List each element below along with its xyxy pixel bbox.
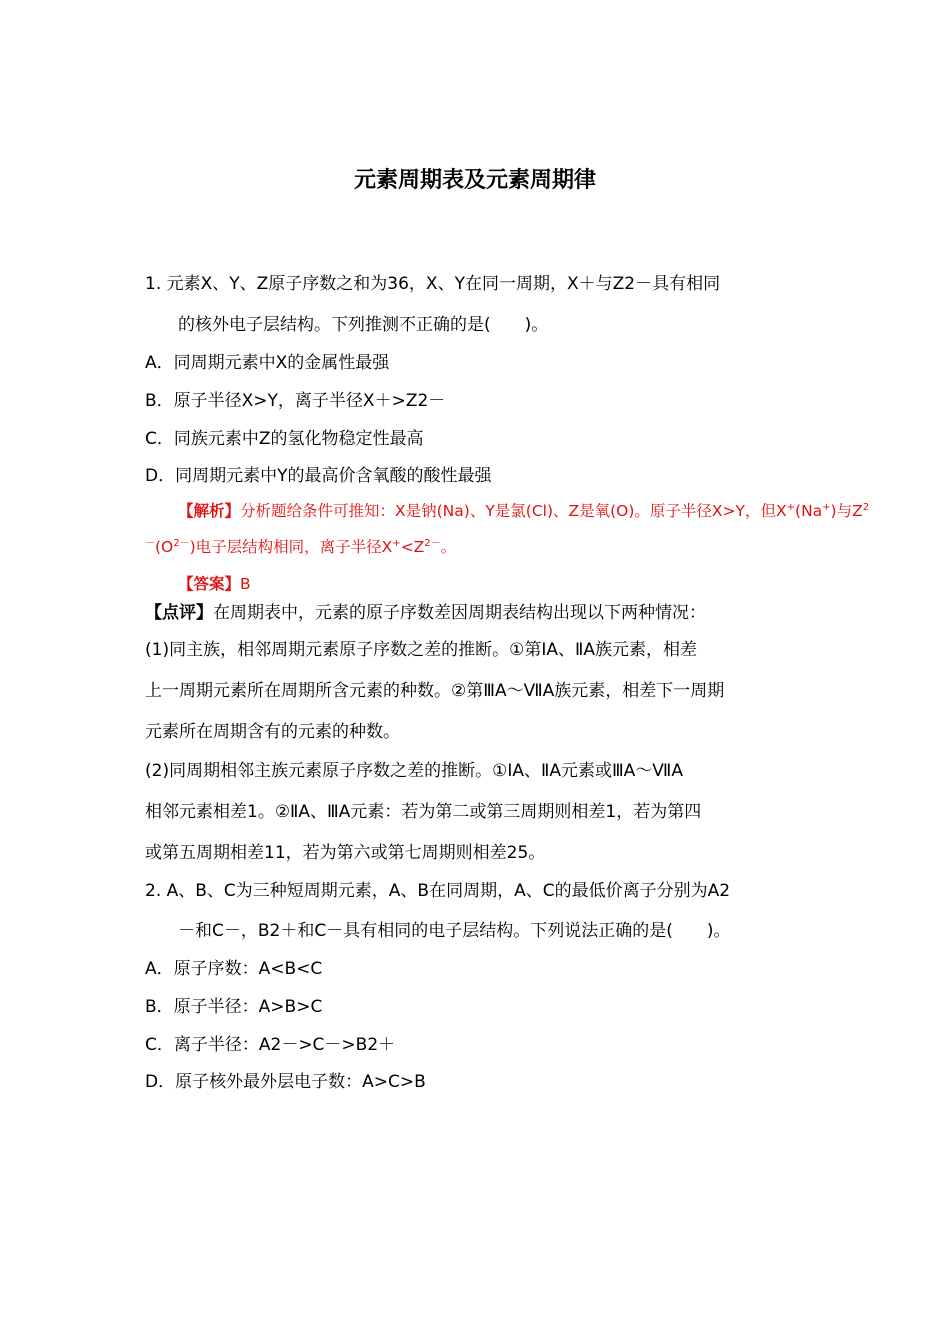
superscript: － [145,537,155,549]
superscript: + [822,501,831,513]
analysis-text: 。 [440,538,457,556]
superscript: + [392,537,401,549]
q1-option-a: A．同周期元素中X的金属性最强 [145,353,390,373]
q1-option-d: D．同周期元素中Y的最高价含氧酸的酸性最强 [145,466,492,486]
review-line5: (2)同周期相邻主族元素原子序数之差的推断。①ⅠA、ⅡA元素或ⅢA～ⅦA [145,761,683,781]
analysis-text: (Na [795,502,823,520]
q2-option-c: C．离子半径：A2－>C－>B2＋ [145,1035,396,1055]
analysis-text: )电子层结构相同，离子半径X [189,538,393,556]
q1-option-b: B．原子半径X>Y，离子半径X＋>Z2－ [145,391,446,411]
analysis-text: (O [155,538,174,556]
q2-option-d: D．原子核外最外层电子数：A>C>B [145,1072,426,1092]
superscript: + [786,501,796,513]
answer-value: B [240,575,251,593]
superscript: 2－ [424,537,441,549]
analysis-text: <Z [400,538,425,556]
review-line1 [145,602,706,624]
answer-label: 【答案】 [178,575,241,593]
review-line6: 相邻元素相差1。②ⅡA、ⅢA元素：若为第二或第三周期则相差1，若为第四 [145,802,702,822]
review-label: 【点评】 [145,603,213,623]
analysis-label: 【解析】 [178,502,241,520]
superscript: 2 [862,501,870,513]
q1-analysis-line2 [145,536,456,558]
review-text: 在周期表中，元素的原子序数差因周期表结构出现以下两种情况： [213,603,706,623]
q2-option-a: A．原子序数：A<B<C [145,959,323,979]
q1-answer [178,573,251,595]
analysis-text: 分析题给条件可推知：X是钠(Na)、Y是氯(Cl)、Z是氧(O)。原子半径X>Y，但X [240,502,787,520]
review-line4: 元素所在周期含有的元素的种数。 [145,722,400,742]
q2-stem-line2: －和C－，B2＋和C－具有相同的电子层结构。下列说法正确的是( )。 [178,921,731,941]
q1-stem-line2: 的核外电子层结构。下列推测不正确的是( )。 [178,315,549,335]
q2-stem-line1: 2. A、B、C为三种短周期元素，A、B在同周期，A、C的最低价离子分别为A2 [145,881,731,901]
q2-option-b: B．原子半径：A>B>C [145,997,323,1017]
analysis-text: )与Z [830,502,863,520]
superscript: 2－ [173,537,190,549]
q1-option-c: C．同族元素中Z的氢化物稳定性最高 [145,429,424,449]
review-line2: (1)同主族，相邻周期元素原子序数之差的推断。①第ⅠA、ⅡA族元素，相差 [145,640,697,660]
page-title: 元素周期表及元素周期律 [353,168,596,193]
q1-stem-line1: 1. 元素X、Y、Z原子序数之和为36，X、Y在同一周期，X＋与Z2－具有相同 [145,274,721,294]
review-line3: 上一周期元素所在周期所含元素的种数。②第ⅢA～ⅦA族元素，相差下一周期 [145,681,725,701]
q1-analysis-line1 [178,500,869,522]
review-line7: 或第五周期相差11，若为第六或第七周期则相差25。 [145,843,546,863]
